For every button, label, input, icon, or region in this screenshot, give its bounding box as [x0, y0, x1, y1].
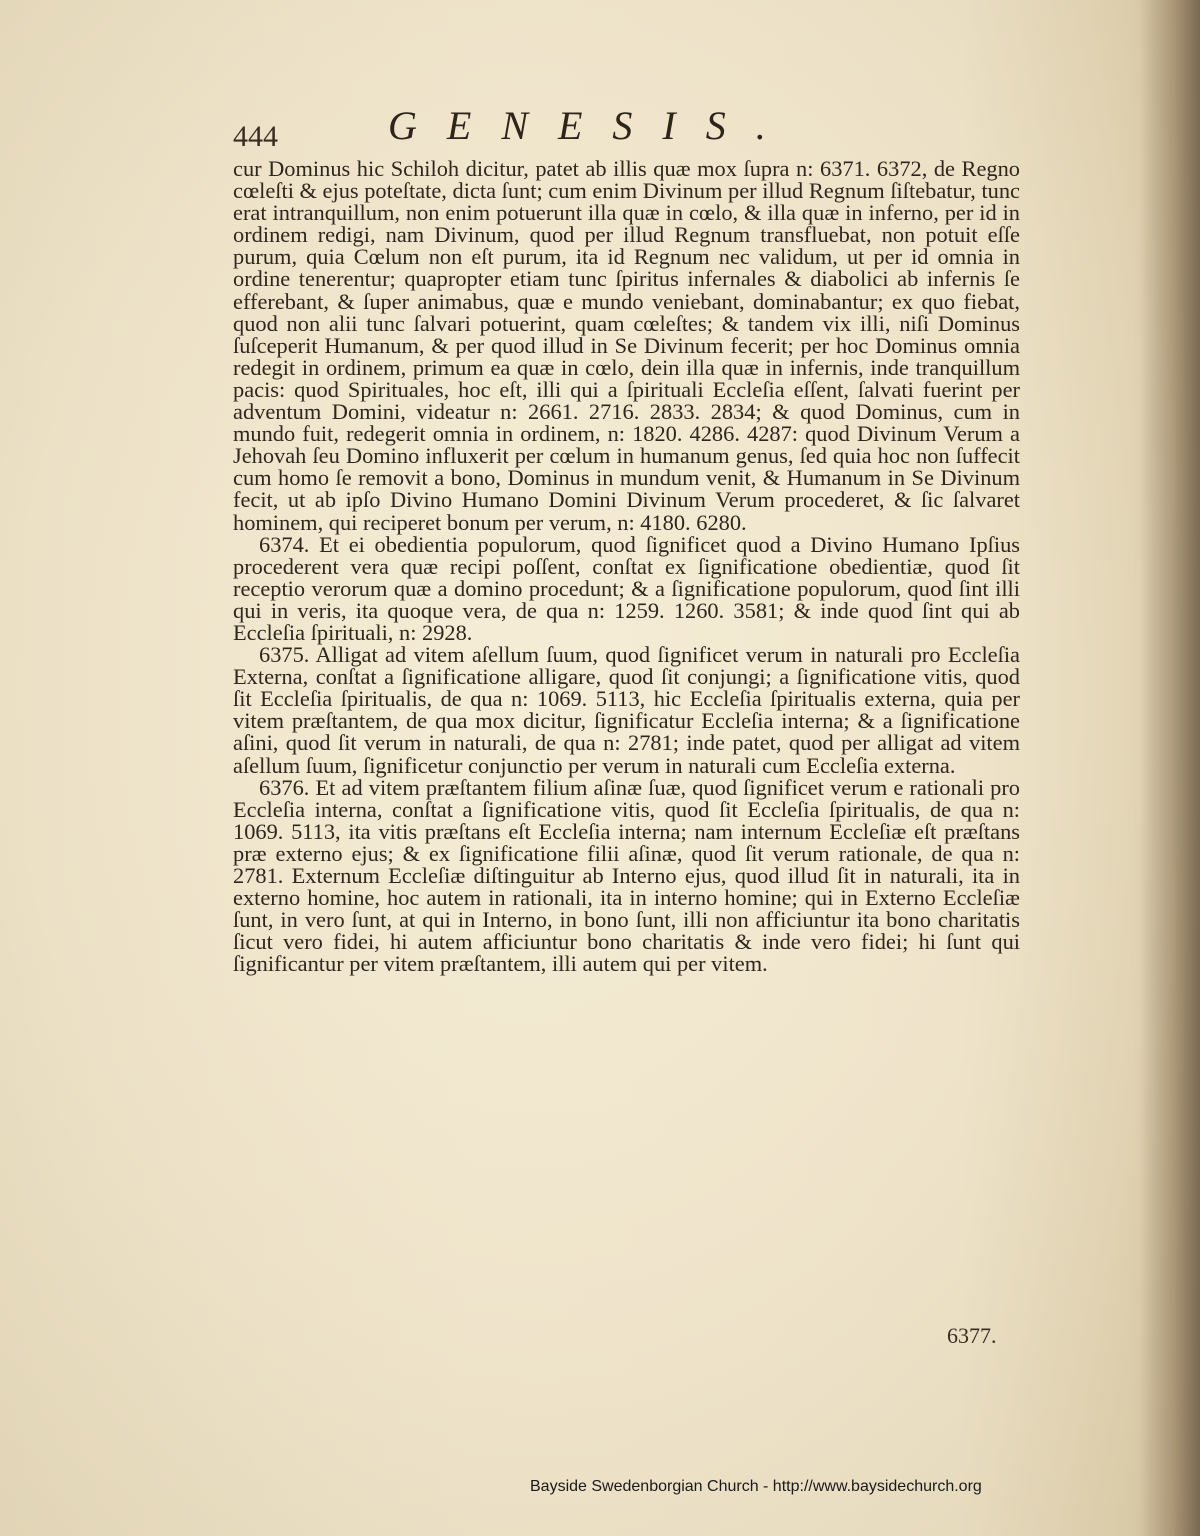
- body-text: [233, 158, 1020, 975]
- paragraph: cur Dominus hic Schiloh dicitur, patet ab illis quæ mox ſupra n: 6371. 6372, de Regno cœleſti & ejus poteſtate, dicta ſunt; cum enim Divinum per illud Regnum ſiſtebatur, tunc erat intranquillum, non enim potuerunt illa quæ in cœlo, & illa quæ in inferno, per id in ordinem redigi, nam Divinum, quod per illud Regnum transfluebat, non potuit eſſe purum, quia Cœlum non eſt purum, ita id Regnum nec validum, ut per id omnia in ordine tenerentur; quapropter etiam tunc ſpiritus infernales & diabolici ab infernis ſe efferebant, & ſuper animabus, quæ e mundo veniebant, dominabantur; ex quo fiebat, quod non alii tunc ſalvari potuerint, quam cœleſtes; & tandem vix illi, niſi Dominus ſuſceperit Humanum, & per quod illud in Se Divinum fecerit; per hoc Dominus omnia redegit in ordinem, primum ea quæ in cœlo, dein illa quæ in infernis, inde tranquillum pacis: quod Spirituales, hoc eſt, illi qui a ſpirituali Eccleſia eſſent, ſalvati fuerint per adventum Domini, videatur n: 2661. 2716. 2833. 2834; & quod Dominus, cum in mundo fuit, redegerit omnia in ordinem, n: 1820. 4286. 4287: quod Divinum Verum a Jehovah ſeu Domino influxerit per cœlum in humanum genus, ſed quia hoc non ſuffecit cum homo ſe removit a bono, Dominus in mundum venit, & Humanum in Se Divinum fecit, ut ab ipſo Divino Humano Domini Divinum Verum procederet, & ſic ſalvaret hominem, qui reciperet bonum per verum, n: 4180. 6280.: [233, 156, 1020, 535]
- paragraph-6375: 6375. Alligat ad vitem aſellum ſuum, quod ſignificet verum in naturali pro Eccleſia Externa, conſtat a ſignificatione alligare, quod ſit conjungi; a ſignificatione vitis, quod ſit Eccleſia ſpiritualis, de qua n: 1069. 5113, hic Eccleſia ſpiritualis externa, quia per vitem præſtantem, de qua mox dicitur, ſignificatur Eccleſia interna; & a ſignificatione aſini, quod ſit verum in naturali, de qua n: 2781; inde patet, quod per alligat ad vitem aſellum ſuum, ſignificetur conjunctio per verum in naturali cum Eccleſia externa.: [233, 642, 1020, 778]
- page-number: 444: [233, 120, 278, 153]
- running-title: GENESIS.: [388, 103, 796, 148]
- page-header: [233, 102, 1033, 162]
- catchword: 6377.: [947, 1323, 997, 1348]
- paragraph-6374: 6374. Et ei obedientia populorum, quod ſignificet quod a Divino Humano Ipſius procederent vera quæ recipi poſſent, conſtat ex ſignificatione obedientiæ, quod ſit receptio verorum quæ a domino procedunt; & a ſignificatione populorum, quod ſint illi qui in veris, ita quoque vera, de qua n: 1259. 1260. 3581; & inde quod ſint qui ab Eccleſia ſpirituali, n: 2928.: [233, 531, 1020, 645]
- paragraph-6376: 6376. Et ad vitem præſtantem filium aſinæ ſuæ, quod ſignificet verum e rationali pro Eccleſia interna, conſtat a ſignificatione vitis, quod ſit Eccleſia ſpiritualis, de qua n: 1069. 5113, ita vitis præſtans eſt Eccleſia interna; nam internum Eccleſiæ eſt præſtans præ externo ejus; & ex ſignificatione filii aſinæ, quod ſit verum rationale, de qua n: 2781. Externum Eccleſiæ diſtinguitur ab Interno ejus, quod illud ſit in naturali, ita in externo homine, hoc autem in rationali, ita in interno homine; qui in Externo Eccleſiæ ſunt, in vero ſunt, at qui in Interno, in bono ſunt, illi non afficiuntur ita bono charitatis ſicut vero fidei, hi autem afficiuntur bono charitatis & inde vero fidei; hi ſunt qui ſignificantur per vitem præſtantem, illi autem qui per vitem.: [233, 774, 1020, 977]
- source-watermark: Bayside Swedenborgian Church - http://www.baysidechurch.org: [530, 1478, 982, 1495]
- page-gutter-shadow: [1140, 0, 1200, 1536]
